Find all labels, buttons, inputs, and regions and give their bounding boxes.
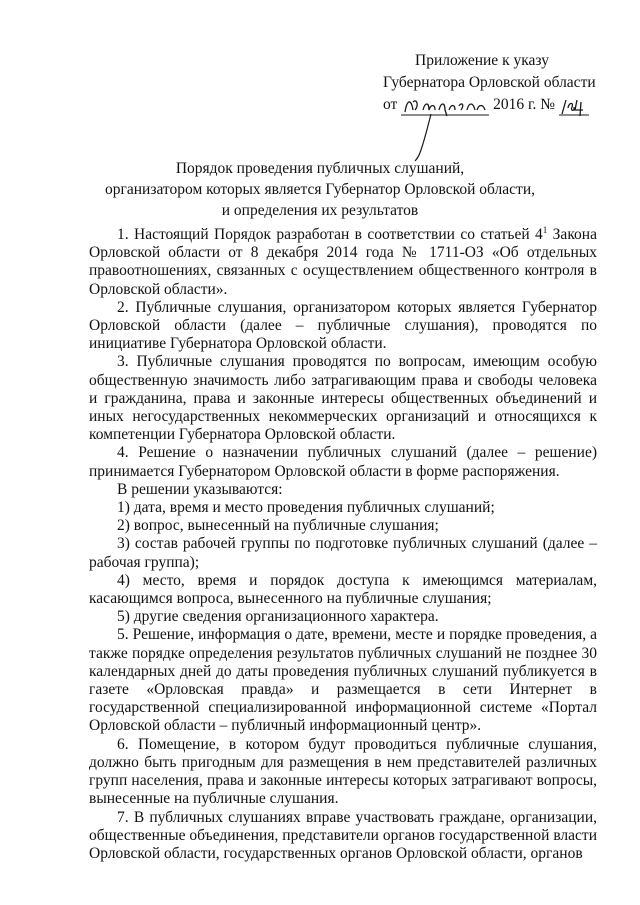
paragraph-7: 7. В публичных слушаниях вправе участвовать граждане, организации, общественные объединения, представители органов государственной власти Орловской области, государственных органов Орловской области, органов [89,808,597,862]
title-line-2: организатором которых является Губернатор Орловской области, [105,181,535,198]
appendix-year-number: 2016 г. № [493,96,556,113]
title-line-1: Порядок проведения публичных слушаний, [175,160,465,177]
signature-stroke-icon [401,112,461,162]
list-item-1: 1) дата, время и место проведения публичных слушаний; [117,499,495,517]
list-item-2: 2) вопрос, вынесенный на публичные слушания; [117,517,439,535]
superscript: 1 [542,224,548,235]
handwritten-number [559,96,589,116]
paragraph-1-text-b: Закона Орловской области от 8 декабря 2014 года № 1711-ОЗ «Об отдельных правоотношениях, связанных с осуществлением общественного контроля в Орловской области». [89,226,597,298]
paragraph-3: 3. Публичные слушания проводятся по вопросам, имеющим особую общественную значимость либо затрагивающим права и свободы человека и гражданина, права и законные интересы общественных объединений и иных негосударственных некоммерческих организаций и относящихся к компетенции Губернатора Орловской области. [89,353,597,444]
paragraph-6: 6. Помещение, в котором будут проводиться публичные слушания, должно быть пригодным для размещения в нем представителей различных групп населения, права и законные интересы которых затрагивают вопросы, вынесенные на публичные слушания. [89,735,597,808]
appendix-line-1: Приложение к указу [415,52,549,69]
paragraph-1 [89,226,597,299]
paragraph-4: 4. Решение о назначении публичных слушаний (далее – решение) принимается Губернатором Орловской области в форме распоряжения. [89,444,597,480]
handwritten-number-scribble [559,96,589,118]
list-item-3: 3) состав рабочей группы по подготовке публичных слушаний (далее – рабочая группа); [89,535,597,571]
paragraph-2: 2. Публичные слушания, организатором которых является Губернатор Орловской области (далее – публичные слушания), проводятся по инициативе Губернатора Орловской области. [89,298,597,353]
paragraph-5: 5. Решение, информация о дате, времени, месте и порядке проведения, а также порядке определения результатов публичных слушаний не позднее 30 календарных дней до даты проведения публичных слушаний публикуется в газете «Орловская правда» и размещается в сети Интернет в государственной специализированной информационной системе «Портал Орловской области – публичный информационный центр». [89,626,597,735]
document-title [100,158,540,221]
document-body [89,226,597,863]
paragraph-4-intro: В решении указываются: [117,480,283,498]
paragraph-1-text-a: 1. Настоящий Порядок разработан в соответствии со статьей 4 [117,226,543,243]
appendix-prefix: от [383,96,398,113]
appendix-line-2: Губернатора Орловской области [383,74,596,91]
list-item-4: 4) место, время и порядок доступа к имеющимся материалам, касающимся вопроса, вынесенного на публичные слушания; [89,571,597,608]
list-item-5: 5) другие сведения организационного характера. [117,608,439,626]
appendix-header [383,50,623,116]
title-line-3: и определения их результатов [221,202,419,219]
